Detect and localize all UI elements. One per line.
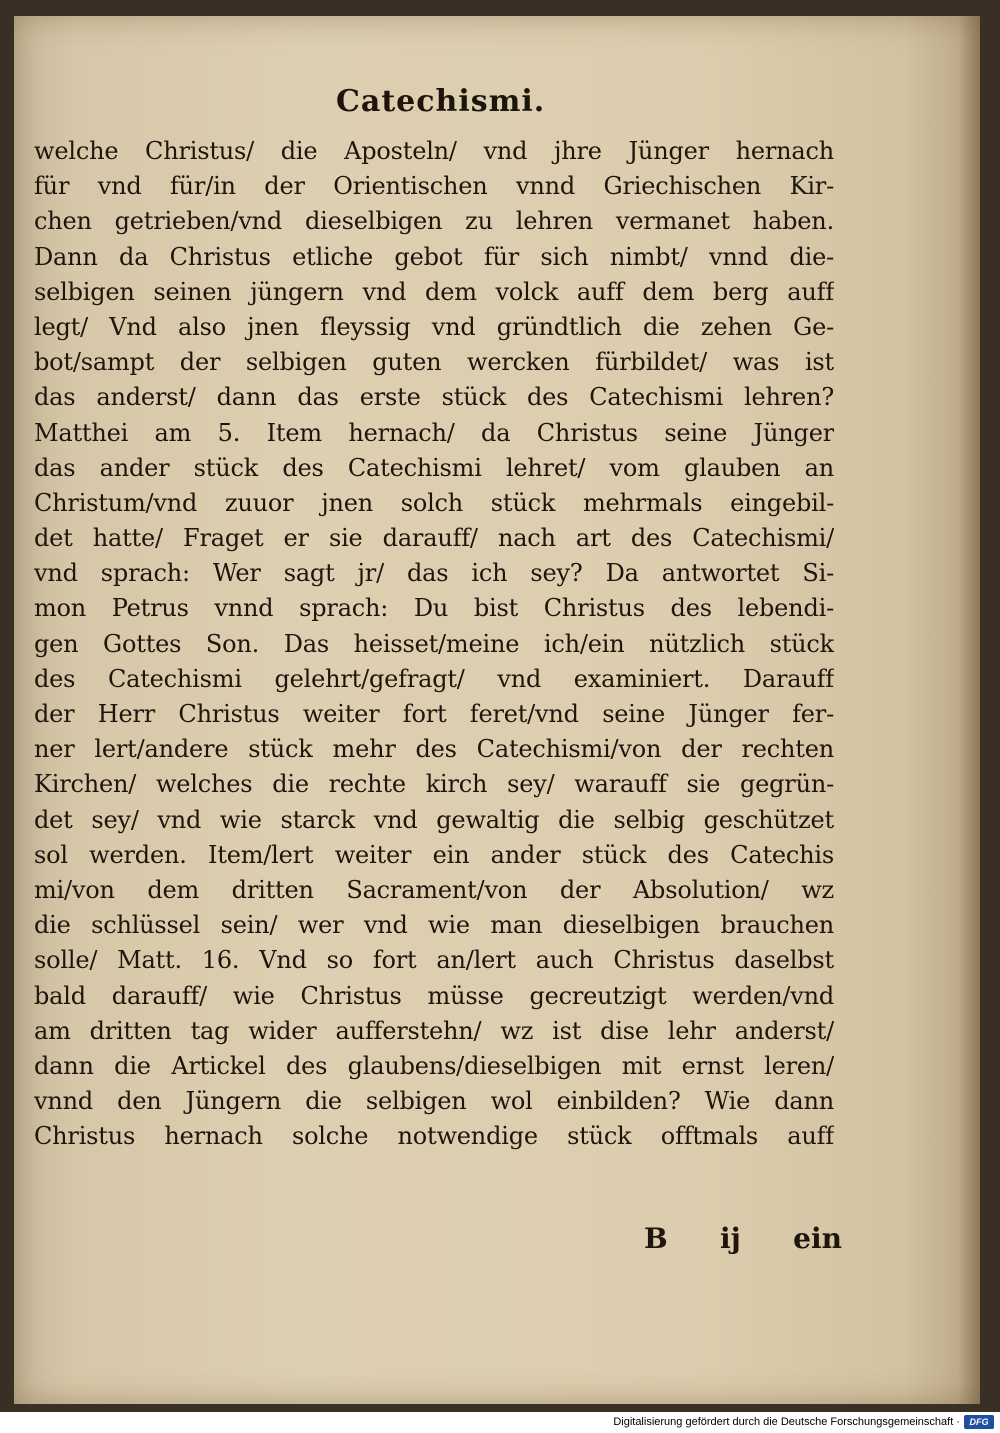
text-line: det sey/ vnd wie starck vnd gewaltig die selbig geschützet [34,805,834,834]
text-line: bot/sampt der selbigen guten wercken fürbildet/ was ist [34,348,834,377]
text-line: am dritten tag wider aufferstehn/ wz ist dise lehr anderst/ [34,1016,834,1045]
text-line: vnd sprach: Wer sagt jr/ das ich sey? Da antwortet Si- [34,559,834,588]
running-head: Catechismi. [336,84,546,119]
footer-bar [0,1412,1000,1433]
text-line: das ander stück des Catechismi lehret/ vom glauben an [34,453,834,482]
text-line: bald darauff/ wie Christus müsse gecreutzigt werden/vnd [34,981,834,1010]
text-line: Matthei am 5. Item hernach/ da Christus seine Jünger [34,418,834,447]
text-line: das anderst/ dann das erste stück des Catechismi lehren? [34,383,834,412]
funding-credit: Digitalisierung gefördert durch die Deutsche Forschungsgemeinschaft · [613,1416,960,1428]
text-line: dann die Artickel des glaubens/dieselbigen mit ernst leren/ [34,1051,834,1080]
text-line: mi/von dem dritten Sacrament/von der Absolution/ wz [34,875,834,904]
text-line: det hatte/ Fraget er sie darauff/ nach art des Catechismi/ [34,524,834,553]
text-line: welche Christus/ die Aposteln/ vnd jhre Jünger hernach [34,137,834,165]
text-line: Kirchen/ welches die rechte kirch sey/ warauff sie gegrün- [34,770,834,799]
text-line: die schlüssel sein/ wer vnd wie man dieselbigen brauchen [34,911,834,940]
text-line: selbigen seinen jüngern vnd dem volck auff dem berg auff [34,277,834,306]
text-line: vnnd den Jüngern die selbigen wol einbilden? Wie dann [34,1087,834,1116]
leaf-number: ij [720,1222,741,1255]
book-page [14,16,980,1404]
dfg-logo-icon: DFG [964,1415,994,1429]
text-line: legt/ Vnd also jnen fleyssig vnd gründtlich die zehen Ge- [34,312,834,341]
text-line: chen getrieben/vnd dieselbigen zu lehren vermanet haben. [34,207,834,236]
signature-mark: B [644,1222,668,1255]
catchword: ein [793,1222,842,1255]
text-line: gen Gottes Son. Das heisset/meine ich/ein nützlich stück [34,629,834,658]
text-line: Christum/vnd zuuor jnen solch stück mehrmals eingebil- [34,488,834,517]
body-text [34,134,834,1154]
text-line: sol werden. Item/lert weiter ein ander stück des Catechis [34,840,834,869]
text-line: für vnd für/in der Orientischen vnnd Griechischen Kir- [34,172,834,201]
text-line: Christus hernach solche notwendige stück offtmals auff [34,1122,834,1151]
text-line: mon Petrus vnnd sprach: Du bist Christus des lebendi- [34,594,834,623]
text-line: der Herr Christus weiter fort feret/vnd seine Jünger fer- [34,700,834,728]
page-edge-shadow [958,16,980,1404]
text-line: Dann da Christus etliche gebot für sich nimbt/ vnnd die- [34,242,834,271]
text-line: des Catechismi gelehrt/gefragt/ vnd examiniert. Darauff [34,664,834,693]
text-line: solle/ Matt. 16. Vnd so fort an/lert auch Christus daselbst [34,946,834,975]
text-line: ner lert/andere stück mehr des Catechismi/von der rechten [34,735,834,764]
catchword-line [644,1222,842,1255]
